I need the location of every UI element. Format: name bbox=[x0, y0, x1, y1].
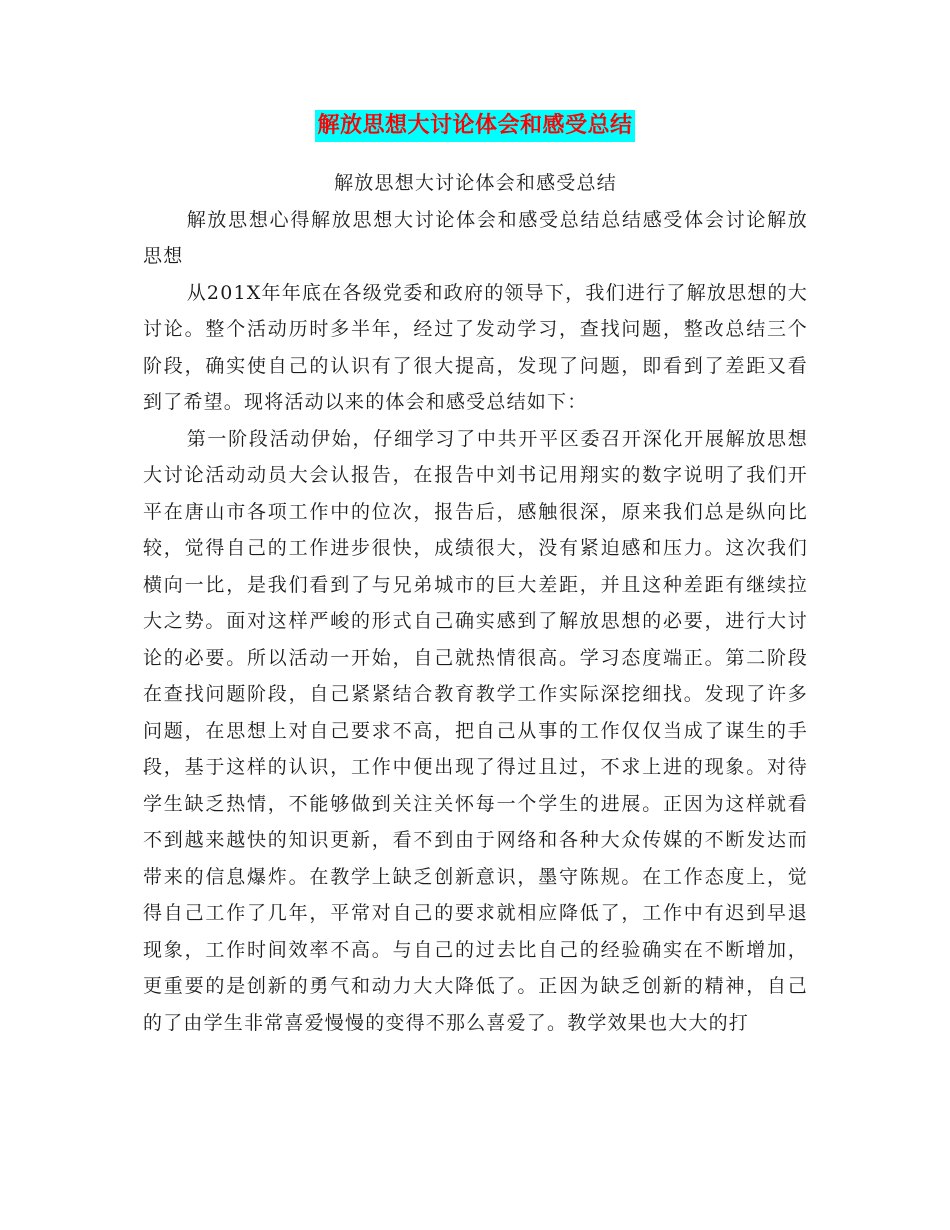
paragraph-intro: 从201X年年底在各级党委和政府的领导下，我们进行了解放思想的大讨论。整个活动历时多半年，经过了发动学习，查找问题，整改总结三个阶段，确实使自己的认识有了很大提高，发现了问题，即看到了差距又看到了希望。现将活动以来的体会和感受总结如下： bbox=[143, 281, 808, 413]
document-body bbox=[143, 165, 808, 1041]
title-container bbox=[0, 110, 950, 142]
paragraph-keywords: 解放思想心得解放思想大讨论体会和感受总结总结感受体会讨论解放思想 bbox=[143, 208, 808, 267]
document-subtitle: 解放思想大讨论体会和感受总结 bbox=[334, 172, 617, 194]
paragraph-stage-one: 第一阶段活动伊始，仔细学习了中共开平区委召开深化开展解放思想大讨论活动动员大会认报告，在报告中刘书记用翔实的数字说明了我们开平在唐山市各项工作中的位次，报告后，感触很深，原来我们总是纵向比较，觉得自己的工作进步很快，成绩很大，没有紧迫感和压力。这次我们横向一比，是我们看到了与兄弟城市的巨大差距，并且这种差距有继续拉大之势。面对这样严峻的形式自己确实感到了解放思想的必要，进行大讨论的必要。所以活动一开始，自己就热情很高。学习态度端正。第二阶段在查找问题阶段，自己紧紧结合教育教学工作实际深挖细找。发现了许多问题，在思想上对自己要求不高，把自己从事的工作仅仅当成了谋生的手段，基于这样的认识，工作中便出现了得过且过，不求上进的现象。对待学生缺乏热情，不能够做到关注关怀每一个学生的进展。正因为这样就看不到越来越快的知识更新，看不到由于网络和各种大众传媒的不断发达而带来的信息爆炸。在教学上缺乏创新意识，墨守陈规。在工作态度上，觉得自己工作了几年，平常对自己的要求就相应降低了，工作中有迟到早退现象，工作时间效率不高。与自己的过去比自己的经验确实在不断增加，更重要的是创新的勇气和动力大大降低了。正因为缺乏创新的精神，自己的了由学生非常喜爱慢慢的变得不那么喜爱了。教学效果也大大的打 bbox=[143, 427, 808, 1034]
document-title: 解放思想大讨论体会和感受总结 bbox=[315, 110, 634, 142]
